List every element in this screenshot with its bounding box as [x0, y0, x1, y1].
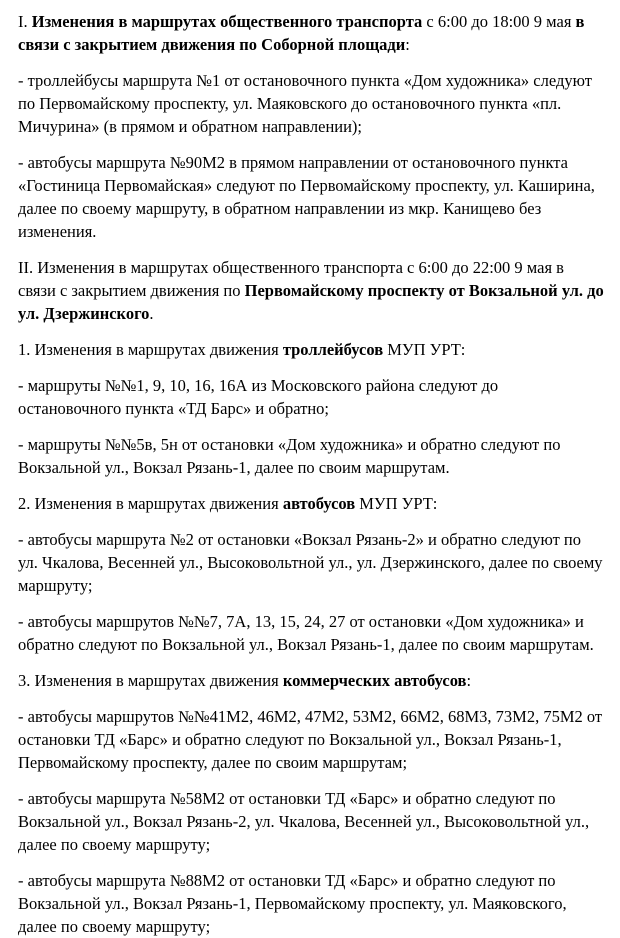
paragraph-subsection-commercial-bus [18, 669, 604, 692]
paragraph-commercial-routes-41m2-75m2 [18, 705, 604, 774]
bold-text: Первомайскому проспекту от Вокзальной ул. до ул. Дзержинского [18, 281, 604, 323]
paragraph-bus-route-2 [18, 528, 604, 597]
text-run: - автобусы маршрута №2 от остановки «Вокзал Рязань-2» и обратно следуют по ул. Чкалова, Весенней ул., Высоковольтной ул., ул. Дзержинского, далее по своему маршруту; [18, 530, 603, 595]
bold-text: Изменения в маршрутах общественного транспорта [31, 12, 423, 31]
text-run: 1. Изменения в маршрутах движения [18, 340, 283, 359]
text-run: - автобусы маршрута №90М2 в прямом направлении от остановочного пункта «Гостиница Первомайская» следуют по Первомайскому проспекту, ул. Каширина, далее по своему маршруту, в обратном направлении из мкр. Канищево без изменения. [18, 153, 595, 241]
paragraph-commercial-route-88m2 [18, 869, 604, 938]
text-run: - автобусы маршрутов №№7, 7А, 13, 15, 24, 27 от остановки «Дом художника» и обратно следуют по Вокзальной ул., Вокзал Рязань-1, далее по своим маршрутам. [18, 612, 594, 654]
paragraph-trolleybus-routes-1-9-10-16 [18, 374, 604, 420]
text-run: . [149, 304, 154, 323]
bold-text: в связи с закрытием движения по Соборной площади [18, 12, 585, 54]
text-run: I. [18, 12, 32, 31]
text-run: - троллейбусы маршрута №1 от остановочного пункта «Дом художника» следуют по Первомайскому проспекту, ул. Маяковского до остановочного пункта «пл. Мичурина» (в прямом и обратном направлении); [18, 71, 592, 136]
text-run: - автобусы маршрутов №№41М2, 46М2, 47М2, 53М2, 66М2, 68М3, 73М2, 75М2 от остановки ТД «Барс» и обратно следуют по Вокзальной ул., Вокзал Рязань-1, Первомайскому проспекту, далее по своим маршрутам; [18, 707, 603, 772]
text-run: - маршруты №№1, 9, 10, 16, 16А из Московского района следуют до остановочного пункта «ТД Барс» и обратно; [18, 376, 499, 418]
paragraph-bus-route-90m2 [18, 151, 604, 243]
paragraph-section-1-heading [18, 10, 604, 56]
paragraph-subsection-trolleybus [18, 338, 604, 361]
paragraph-section-2-heading [18, 256, 604, 325]
bold-text: автобусов [282, 494, 356, 513]
text-run: 3. Изменения в маршрутах движения [18, 671, 283, 690]
bold-text: коммерческих автобусов [282, 671, 467, 690]
text-run: : [466, 671, 472, 690]
text-run: - автобусы маршрута №88М2 от остановки ТД «Барс» и обратно следуют по Вокзальной ул., Вокзал Рязань-1, Первомайскому проспекту, ул. Маяковского, далее по своему маршруту; [18, 871, 567, 936]
text-run: 2. Изменения в маршрутах движения [18, 494, 283, 513]
text-run: : [405, 35, 410, 54]
text-run: II. Изменения в маршрутах общественного транспорта с 6:00 до 22:00 9 мая в связи с закрытием движения по [18, 258, 564, 300]
text-run: с 6:00 до 18:00 9 мая [422, 12, 576, 31]
text-run: МУП УРТ: [383, 340, 466, 359]
paragraph-trolleybus-route-1 [18, 69, 604, 138]
paragraph-trolleybus-routes-5v-5n [18, 433, 604, 479]
paragraph-subsection-bus [18, 492, 604, 515]
text-run: - маршруты №№5в, 5н от остановки «Дом художника» и обратно следуют по Вокзальной ул., Вокзал Рязань-1, далее по своим маршрутам. [18, 435, 561, 477]
paragraph-bus-routes-7-7a-13 [18, 610, 604, 656]
paragraph-commercial-route-58m2 [18, 787, 604, 856]
text-run: МУП УРТ: [355, 494, 438, 513]
text-run: - автобусы маршрута №58М2 от остановки ТД «Барс» и обратно следуют по Вокзальной ул., Вокзал Рязань-2, ул. Чкалова, Весенней ул., Высоковольтной ул., далее по своему маршруту; [18, 789, 590, 854]
bold-text: троллейбусов [282, 340, 384, 359]
